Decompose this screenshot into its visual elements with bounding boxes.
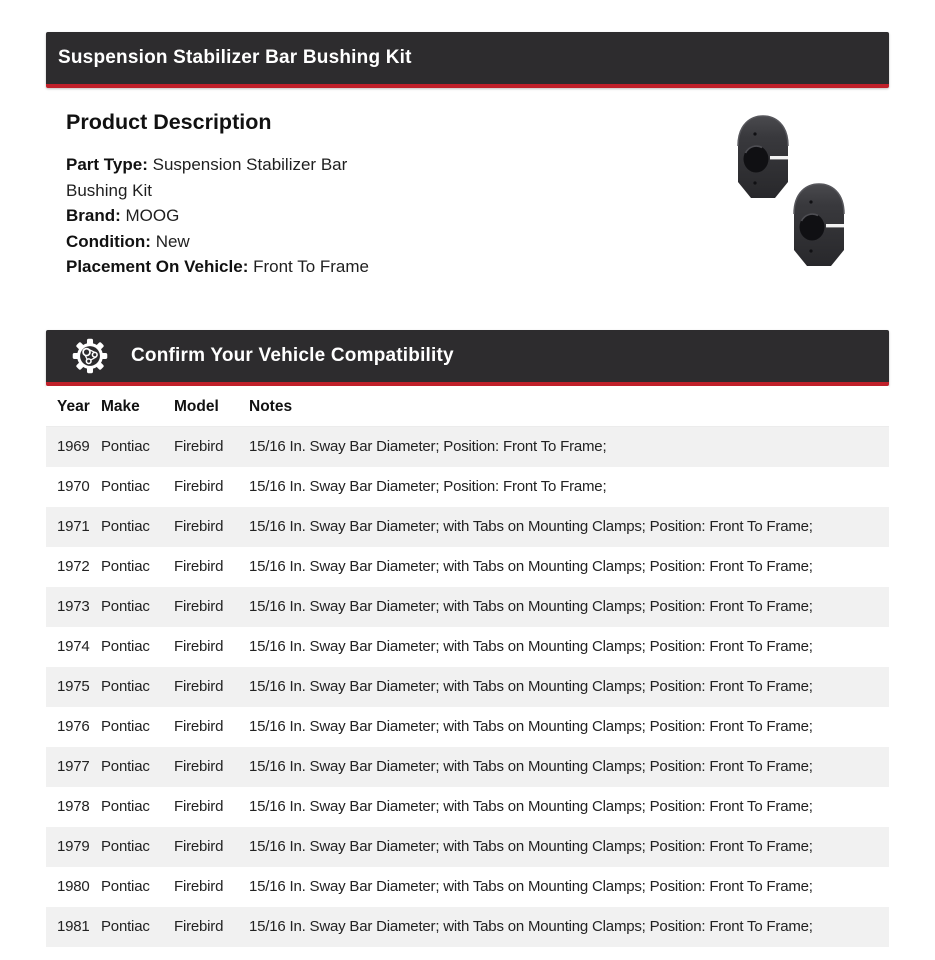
compatibility-section [46,330,889,947]
make-cell: Pontiac [101,598,150,615]
description-field [66,254,411,280]
make-cell: Pontiac [101,438,150,456]
model-cell: Firebird [174,718,224,735]
model-cell: Firebird [174,598,224,615]
description-text-block [66,88,411,280]
field-value: New [155,231,190,251]
field-value: Front To Frame [253,257,369,276]
make-cell: Pontiac [101,638,150,655]
bushing-kit-illustration [725,110,865,292]
notes-cell: 15/16 In. Sway Bar Diameter; with Tabs on Mounting Clamps; Position: Front To Frame; [249,718,813,735]
description-fields [66,152,411,280]
make-cell: Pontiac [101,678,150,695]
notes-cell: 15/16 In. Sway Bar Diameter; with Tabs on Mounting Clamps; Position: Front To Frame; [249,918,813,935]
table-row [46,707,889,747]
field-label: Brand: [66,206,121,225]
column-header-model: Model [174,386,249,427]
table-row [46,587,889,627]
table-header-row [46,386,889,427]
notes-cell: 15/16 In. Sway Bar Diameter; with Tabs on Mounting Clamps; Position: Front To Frame; [249,798,813,815]
notes-cell: 15/16 In. Sway Bar Diameter; with Tabs on Mounting Clamps; Position: Front To Frame; [249,638,813,655]
model-cell: Firebird [174,558,224,575]
model-cell: Firebird [174,798,224,815]
notes-cell: 15/16 In. Sway Bar Diameter; with Tabs on Mounting Clamps; Position: Front To Frame; [249,878,813,895]
model-cell: Firebird [174,478,224,495]
make-cell: Pontiac [101,478,150,495]
column-header-year: Year [46,386,101,427]
description-field [66,203,411,229]
year-cell: 1973 [57,598,90,615]
product-title-bar [46,32,889,88]
gear-icon [71,337,109,375]
model-cell: Firebird [174,518,224,535]
field-value: MOOG [125,206,180,225]
make-cell: Pontiac [101,838,150,855]
notes-cell: 15/16 In. Sway Bar Diameter; Position: Front To Frame; [249,478,607,495]
year-cell: 1972 [57,558,90,575]
field-label: Condition: [66,231,151,251]
notes-cell: 15/16 In. Sway Bar Diameter; with Tabs on Mounting Clamps; Position: Front To Frame; [249,678,813,695]
field-value: Suspension Stabilizer Bar Bushing Kit [66,155,348,200]
fitment-table [46,386,889,947]
model-cell: Firebird [174,878,224,895]
compatibility-heading: Confirm Your Vehicle Compatibility [131,345,454,366]
year-cell: 1970 [57,478,90,495]
make-cell: Pontiac [101,558,150,575]
fitment-table-body [46,427,889,947]
table-row [46,427,889,467]
model-cell: Firebird [174,918,224,935]
model-cell: Firebird [174,638,224,655]
product-title: Suspension Stabilizer Bar Bushing Kit [58,47,412,68]
table-row [46,547,889,587]
fitment-table-head [46,386,889,427]
make-cell: Pontiac [101,718,150,735]
table-row [46,867,889,907]
model-cell: Firebird [174,758,224,775]
table-row [46,667,889,707]
year-cell: 1976 [57,718,90,735]
field-label: Part Type: [66,155,148,174]
year-cell: 1971 [57,518,90,535]
description-field [66,152,411,203]
table-row [46,507,889,547]
column-header-notes: Notes [249,386,889,427]
make-cell: Pontiac [101,918,150,935]
table-row [46,467,889,507]
year-cell: 1974 [57,638,90,655]
model-cell: Firebird [174,678,224,695]
description-field [66,229,411,255]
year-cell: 1981 [57,918,90,935]
make-cell: Pontiac [101,878,150,895]
table-row [46,787,889,827]
table-row [46,827,889,867]
product-image [725,110,865,292]
notes-cell: 15/16 In. Sway Bar Diameter; with Tabs on Mounting Clamps; Position: Front To Frame; [249,558,813,575]
model-cell: Firebird [174,838,224,855]
year-cell: 1979 [57,838,90,855]
make-cell: Pontiac [101,518,150,535]
year-cell: 1977 [57,758,90,775]
table-row [46,747,889,787]
year-cell: 1980 [57,878,90,895]
make-cell: Pontiac [101,798,150,815]
column-header-make: Make [101,386,174,427]
notes-cell: 15/16 In. Sway Bar Diameter; with Tabs on Mounting Clamps; Position: Front To Frame; [249,598,813,615]
compatibility-header-bar [46,330,889,386]
product-description-section [46,88,889,292]
make-cell: Pontiac [101,758,150,775]
notes-cell: 15/16 In. Sway Bar Diameter; with Tabs on Mounting Clamps; Position: Front To Frame; [249,518,813,535]
notes-cell: 15/16 In. Sway Bar Diameter; with Tabs on Mounting Clamps; Position: Front To Frame; [249,758,813,775]
description-heading: Product Description [66,110,272,134]
notes-cell: 15/16 In. Sway Bar Diameter; Position: Front To Frame; [249,438,607,456]
year-cell: 1975 [57,678,90,695]
table-row [46,907,889,947]
field-label: Placement On Vehicle: [66,257,249,276]
year-cell: 1978 [57,798,90,815]
table-row [46,627,889,667]
year-cell: 1969 [57,438,90,456]
model-cell: Firebird [174,438,224,456]
notes-cell: 15/16 In. Sway Bar Diameter; with Tabs on Mounting Clamps; Position: Front To Frame; [249,838,813,855]
